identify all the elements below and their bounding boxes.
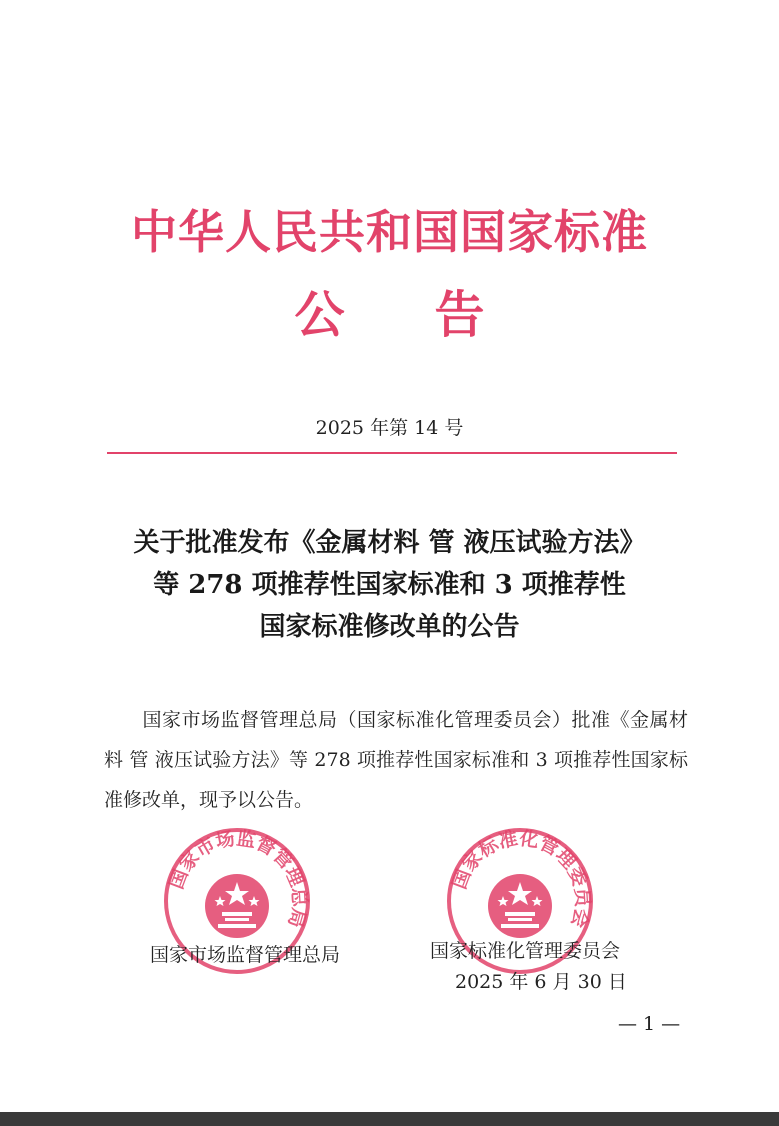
- signature-right: 国家标准化管理委员会: [430, 940, 621, 962]
- issue-number: 2025 年第 14 号: [315, 417, 464, 439]
- seal-left-text: 国家市场监督管理总局: [165, 827, 311, 931]
- masthead-sub-left: 公: [294, 285, 345, 344]
- masthead-subtitle: [0, 275, 779, 347]
- masthead-sub-right: 告: [434, 285, 485, 344]
- signature-date: 2025 年 6 月 30 日: [455, 971, 627, 993]
- viewer-bottom-bar: [0, 1112, 779, 1126]
- body-paragraph: [104, 700, 688, 820]
- document-title-line-2: 等 278 项推荐性国家标准和 3 项推荐性: [153, 570, 626, 600]
- seal-right-text: 国家标准化管理委员会: [448, 827, 594, 931]
- body-text: 国家市场监督管理总局（国家标准化管理委员会）批准《金属材料 管 液压试验方法》等 278 项推荐性国家标准和 3 项推荐性国家标准修改单，现予以公告。: [104, 709, 688, 811]
- page-number: — 1 —: [618, 1013, 681, 1035]
- masthead-title: 中华人民共和国国家标准: [131, 205, 648, 259]
- document-title-line-1: 关于批准发布《金属材料 管 液压试验方法》: [133, 528, 646, 558]
- national-emblem-right-icon: [488, 874, 552, 938]
- signature-left: 国家市场监督管理总局: [150, 944, 341, 966]
- national-emblem-left-icon: [205, 874, 269, 938]
- document-title-line-3: 国家标准修改单的公告: [259, 612, 520, 642]
- document-title: [60, 522, 719, 648]
- red-divider: [107, 452, 677, 454]
